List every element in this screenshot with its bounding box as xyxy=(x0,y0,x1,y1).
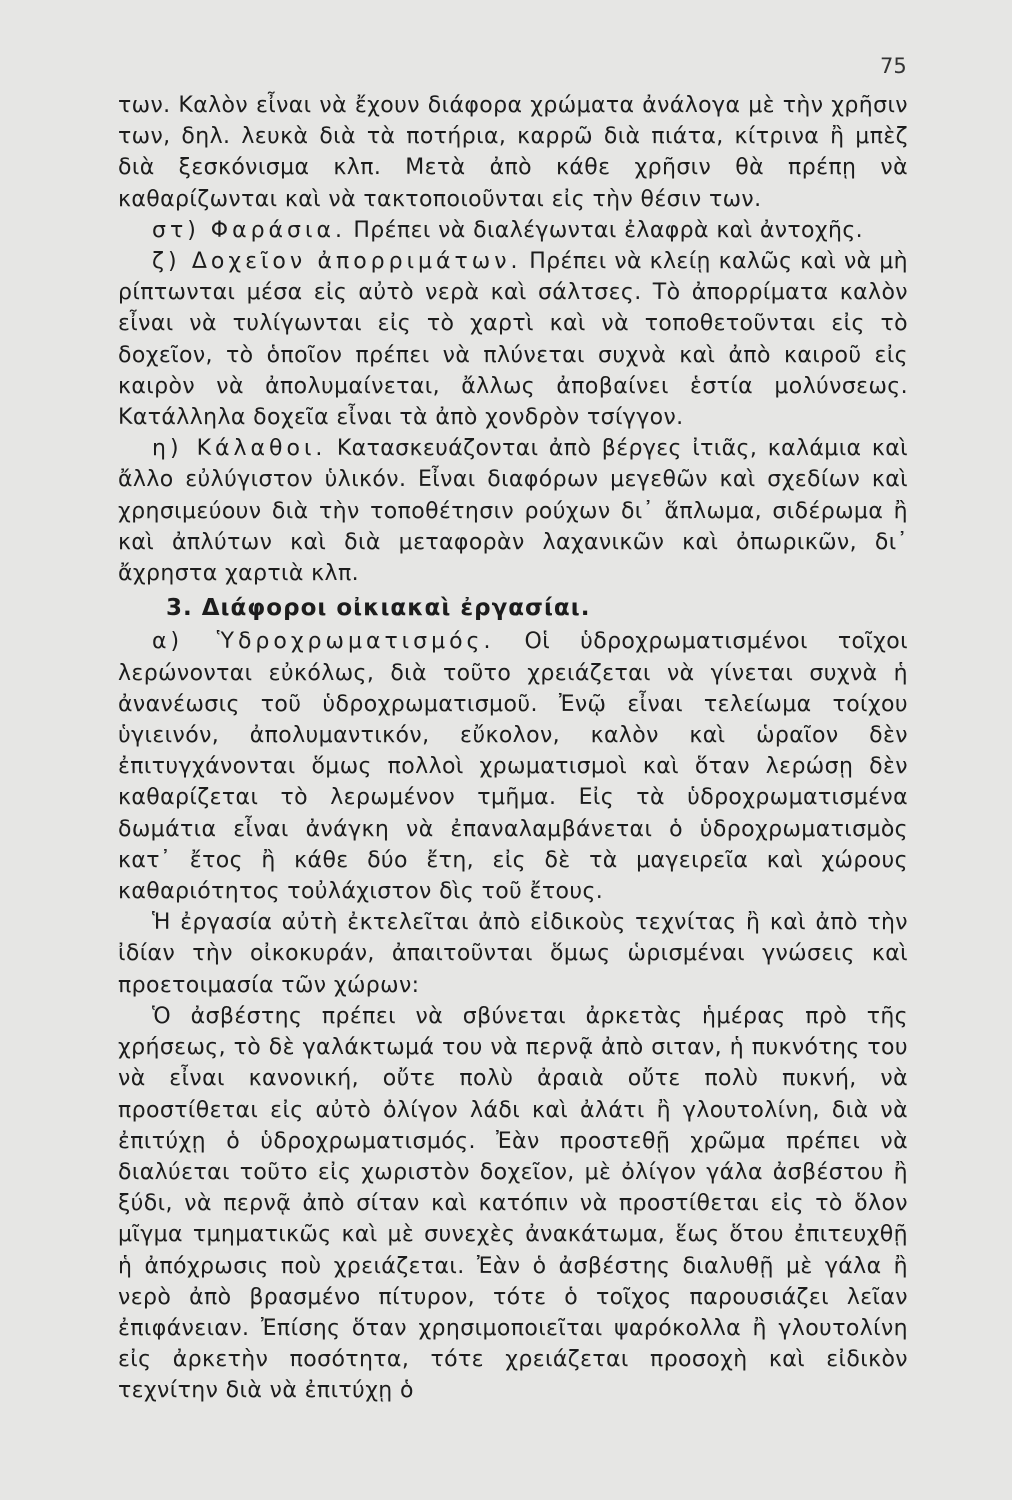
paragraph-ydrochromatismos xyxy=(118,626,908,907)
page-number: 75 xyxy=(880,54,907,78)
item-heading: στ) Φαράσια. xyxy=(152,217,346,243)
paragraph-asvestis xyxy=(118,1001,908,1407)
paragraph-ergasia xyxy=(118,907,908,1001)
paragraph-text: Ὁ ἀσβέστης πρέπει νὰ σβύνεται ἀρκετὰς ἡμέρας πρὸ τῆς χρήσεως, τὸ δὲ γαλάκτωμά του νὰ περνᾷ ἀπὸ σιταν, ἡ πυκνότης του νὰ εἶναι κανονική, οὔτε πολὺ ἀραιὰ οὔτε πολὺ πυκνή, νὰ προστίθεται εἰς αὐτὸ ὀλίγον λάδι καὶ ἀλάτι ἢ γλουτολίνη, διὰ νὰ ἐπιτύχῃ ὁ ὑδροχρωματισμός. Ἐὰν προστεθῇ χρῶμα πρέπει νὰ διαλύεται τοῦτο εἰς χωριστὸν δοχεῖον, μὲ ὀλίγον γάλα ἀσβέστου ἢ ξύδι, νὰ περνᾷ ἀπὸ σίταν καὶ κατόπιν νὰ προστίθεται εἰς τὸ ὅλον μῖγμα τμηματικῶς καὶ μὲ συνεχὲς ἀνακάτωμα, ἕως ὅτου ἐπιτευχθῇ ἡ ἀπόχρωσις ποὺ χρειάζεται. Ἐὰν ὁ ἀσβέστης διαλυθῇ μὲ γάλα ἢ νερὸ ἀπὸ βρασμένο πίτυρον, τότε ὁ τοῖχος παρουσιάζει λεῖαν ἐπιφάνειαν. Ἐπίσης ὅταν χρησιμοποιεῖται ψαρόκολλα ἢ γλουτολίνη εἰς ἀρκετὴν ποσότητα, τότε χρειάζεται προσοχὴ καὶ εἰδικὸν τεχνίτην διὰ νὰ ἐπιτύχῃ ὁ xyxy=(118,1003,908,1404)
section-heading: 3. Διάφοροι οἰκιακαὶ ἐργασίαι. xyxy=(166,595,591,622)
paragraph-kalathoi xyxy=(118,433,908,589)
paragraph-docheion xyxy=(118,246,908,433)
item-heading: α) Ὑδροχρωματισμός. xyxy=(152,629,495,655)
item-heading: η) Κάλαθοι. xyxy=(152,436,327,462)
paragraph-text: των. Καλὸν εἶναι νὰ ἔχουν διάφορα χρώματα ἀνάλογα μὲ τὴν χρῆσιν των, δηλ. λευκὰ διὰ τὰ ποτήρια, καρρῶ διὰ πιάτα, κίτρινα ἢ μπὲζ διὰ ξεσκόνισμα κλπ. Μετὰ ἀπὸ κάθε χρῆσιν θὰ πρέπῃ νὰ καθαρίζωνται καὶ νὰ τακτοποιοῦνται εἰς τὴν θέσιν των. xyxy=(118,93,908,212)
paragraph-text: Πρέπει νὰ κλείῃ καλῶς καὶ νὰ μὴ ρίπτωνται μέσα εἰς αὐτὸ νερὰ καὶ σάλτσες. Τὸ ἀπορρίματα καλὸν εἶναι νὰ τυλίγωνται εἰς τὸ χαρτὶ καὶ νὰ τοποθετοῦνται εἰς τὸ δοχεῖον, τὸ ὁποῖον πρέπει νὰ πλύνεται συχνὰ καὶ ἀπὸ καιροῦ εἰς καιρὸν νὰ ἀπολυμαίνεται, ἄλλως ἀποβαίνει ἑστία μολύνσεως. Κατάλληλα δοχεῖα εἶναι τὰ ἀπὸ χονδρὸν τσίγγον. xyxy=(118,249,908,431)
paragraph-text: Ἡ ἐργασία αὐτὴ ἐκτελεῖται ἀπὸ εἰδικοὺς τεχνίτας ἢ καὶ ἀπὸ τὴν ἰδίαν τὴν οἰκοκυράν, ἀπαιτοῦνται ὅμως ὡρισμέναι γνώσεις καὶ προετοιμασία τῶν χώρων: xyxy=(118,910,908,998)
body-text xyxy=(118,90,908,1407)
item-heading: ζ) Δοχεῖον ἀπορριμάτων. xyxy=(152,249,522,275)
paragraph-continuation xyxy=(118,90,908,215)
paragraph-text: Οἱ ὑδροχρωματισμένοι τοῖχοι λερώνονται εὐκόλως, διὰ τοῦτο χρειάζεται νὰ γίνεται συχνὰ ἡ ἀνανέωσις τοῦ ὑδροχρωματισμοῦ. Ἐνῷ εἶναι τελείωμα τοίχου ὑγιεινόν, ἀπολυμαντικόν, εὔκολον, καλὸν καὶ ὡραῖον δὲν ἐπιτυγχάνονται ὅμως πολλοὶ χρωματισμοὶ καὶ ὅταν λερώσῃ δὲν καθαρίζεται τὸ λερωμένον τμῆμα. Εἰς τὰ ὑδροχρωματισμένα δωμάτια εἶναι ἀνάγκη νὰ ἐπαναλαμβάνεται ὁ ὑδροχρωματισμὸς κατ᾽ ἔτος ἢ κάθε δύο ἔτη, εἰς δὲ τὰ μαγειρεῖα καὶ χώρους καθαριότητος τοὐλάχιστον δὶς τοῦ ἔτους. xyxy=(118,629,908,905)
paragraph-text: Κατασκευάζονται ἀπὸ βέργες ἰτιᾶς, καλάμια καὶ ἄλλο εὐλύγιστον ὑλικόν. Εἶναι διαφόρων μεγεθῶν καὶ σχεδίων καὶ χρησιμεύουν διὰ τὴν τοποθέτησιν ρούχων δι᾽ ἅπλωμα, σιδέρωμα ἢ καὶ ἀπλύτων καὶ διὰ μεταφορὰν λαχανικῶν καὶ ὀπωρικῶν, δι᾽ ἄχρηστα χαρτιὰ κλπ. xyxy=(118,436,908,587)
paragraph-faraasia xyxy=(118,215,908,246)
paragraph-text: Πρέπει νὰ διαλέγωνται ἐλαφρὰ καὶ ἀντοχῆς. xyxy=(353,217,864,243)
